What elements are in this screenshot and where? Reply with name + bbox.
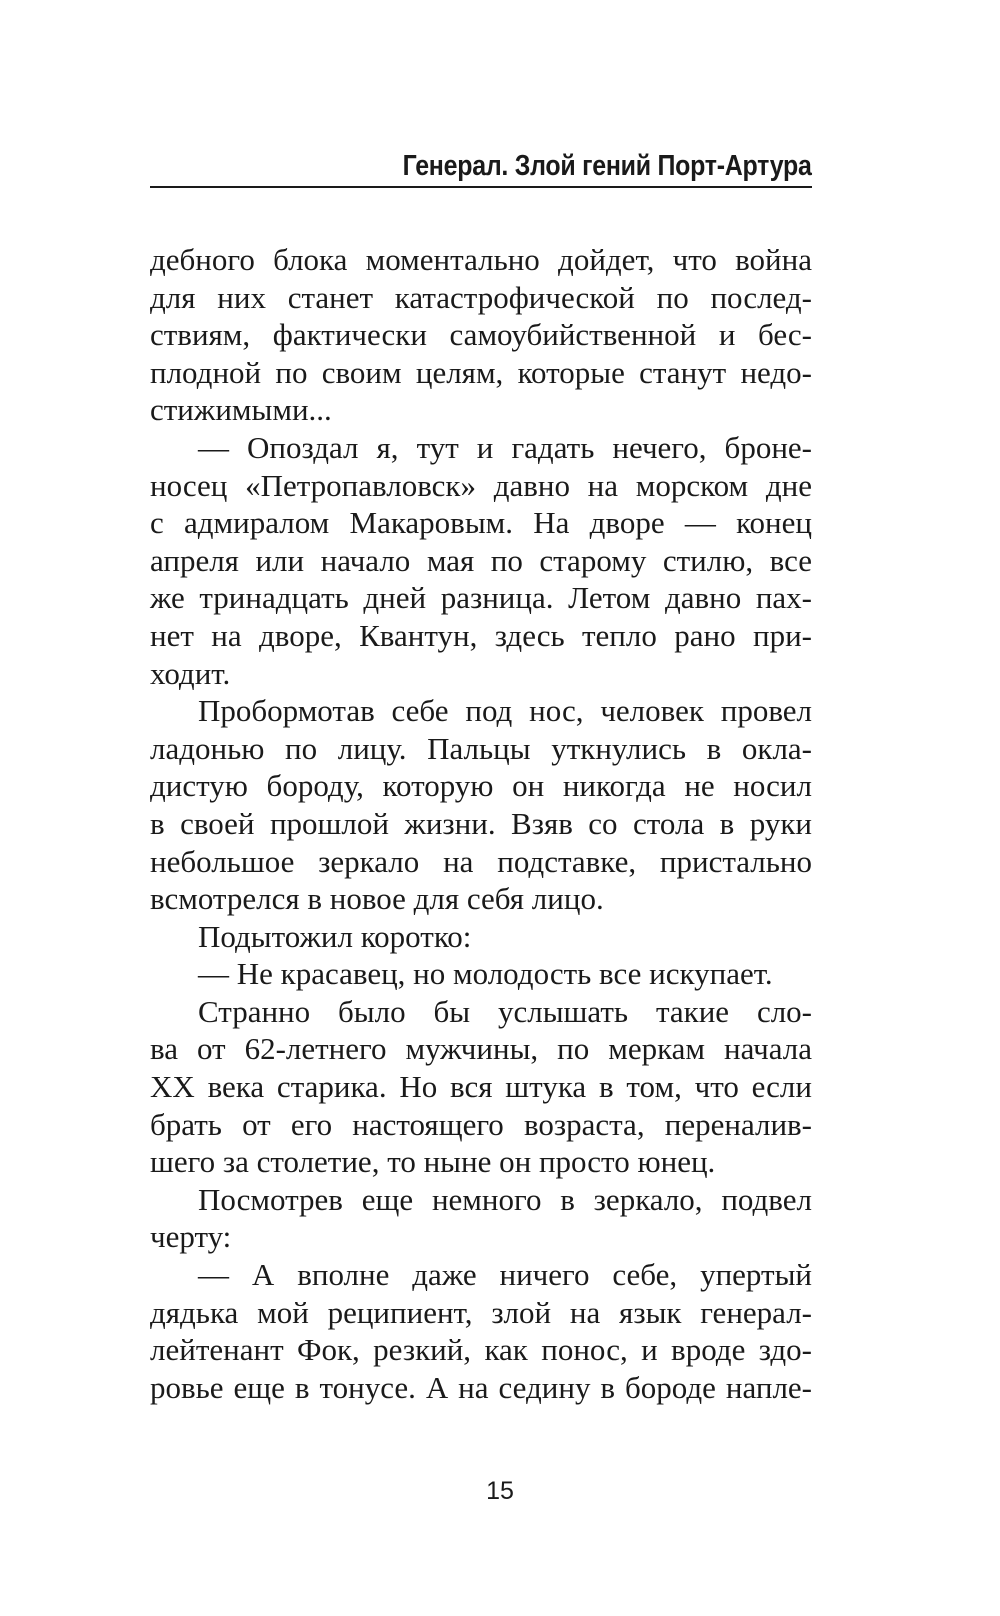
text-line: ствиям, фактически самоубийственной и бес- bbox=[150, 317, 812, 353]
text-line: черту: bbox=[150, 1219, 232, 1255]
text-line: — Опоздал я, тут и гадать нечего, броне- bbox=[198, 429, 812, 465]
text-line: апреля или начало мая по старому стилю, все bbox=[150, 542, 812, 578]
page-number: 15 bbox=[486, 1477, 514, 1505]
text-line: Подытожил коротко: bbox=[198, 918, 472, 954]
text-line: плодной по своим целям, которые станут недо- bbox=[150, 354, 812, 390]
text-line: лейтенант Фок, резкий, как понос, и вроде здо- bbox=[150, 1332, 812, 1368]
text-line: брать от его настоящего возраста, переналив- bbox=[150, 1106, 812, 1142]
running-head bbox=[150, 148, 812, 188]
text-line: XX века старика. Но вся штука в том, что если bbox=[150, 1069, 812, 1105]
text-line: — А вполне даже ничего себе, упертый bbox=[198, 1257, 812, 1293]
text-line: в своей прошлой жизни. Взяв со стола в руки bbox=[150, 805, 812, 841]
text-line: ровье еще в тонусе. А на седину в бороде напле- bbox=[150, 1369, 812, 1405]
text-line: же тринадцать дней разница. Летом давно пах- bbox=[150, 580, 812, 616]
body-text bbox=[150, 241, 812, 1406]
running-title: Генерал. Злой гений Порт-Артура bbox=[402, 150, 812, 182]
text-line: ва от 62-летнего мужчины, по меркам начала bbox=[150, 1031, 812, 1067]
text-line: дистую бороду, которую он никогда не носил bbox=[150, 768, 812, 804]
text-line: нет на дворе, Квантун, здесь тепло рано при- bbox=[150, 617, 812, 653]
text-line: дебного блока моментально дойдет, что война bbox=[150, 242, 812, 277]
text-line: Пробормотав себе под нос, человек провел bbox=[198, 693, 812, 729]
text-line: — Не красавец, но молодость все искупает. bbox=[198, 956, 773, 992]
text-line: для них станет катастрофической по послед- bbox=[150, 279, 812, 315]
text-line: ладонью по лицу. Пальцы уткнулись в окла- bbox=[150, 730, 812, 766]
text-line: с адмиралом Макаровым. На дворе — конец bbox=[150, 505, 812, 541]
text-line: всмотрелся в новое для себя лицо. bbox=[150, 881, 604, 917]
text-line: дядька мой реципиент, злой на язык генерал- bbox=[150, 1294, 812, 1330]
text-line: ходит. bbox=[150, 655, 231, 691]
text-line: Посмотрев еще немного в зеркало, подвел bbox=[198, 1181, 812, 1217]
text-line: Странно было бы услышать такие сло- bbox=[198, 993, 812, 1029]
text-line: шего за столетие, то ныне он просто юнец. bbox=[150, 1144, 716, 1180]
text-line: стижимыми... bbox=[150, 392, 332, 428]
text-line: небольшое зеркало на подставке, пристально bbox=[150, 843, 812, 879]
text-line: носец «Петропавловск» давно на морском дне bbox=[150, 467, 812, 503]
